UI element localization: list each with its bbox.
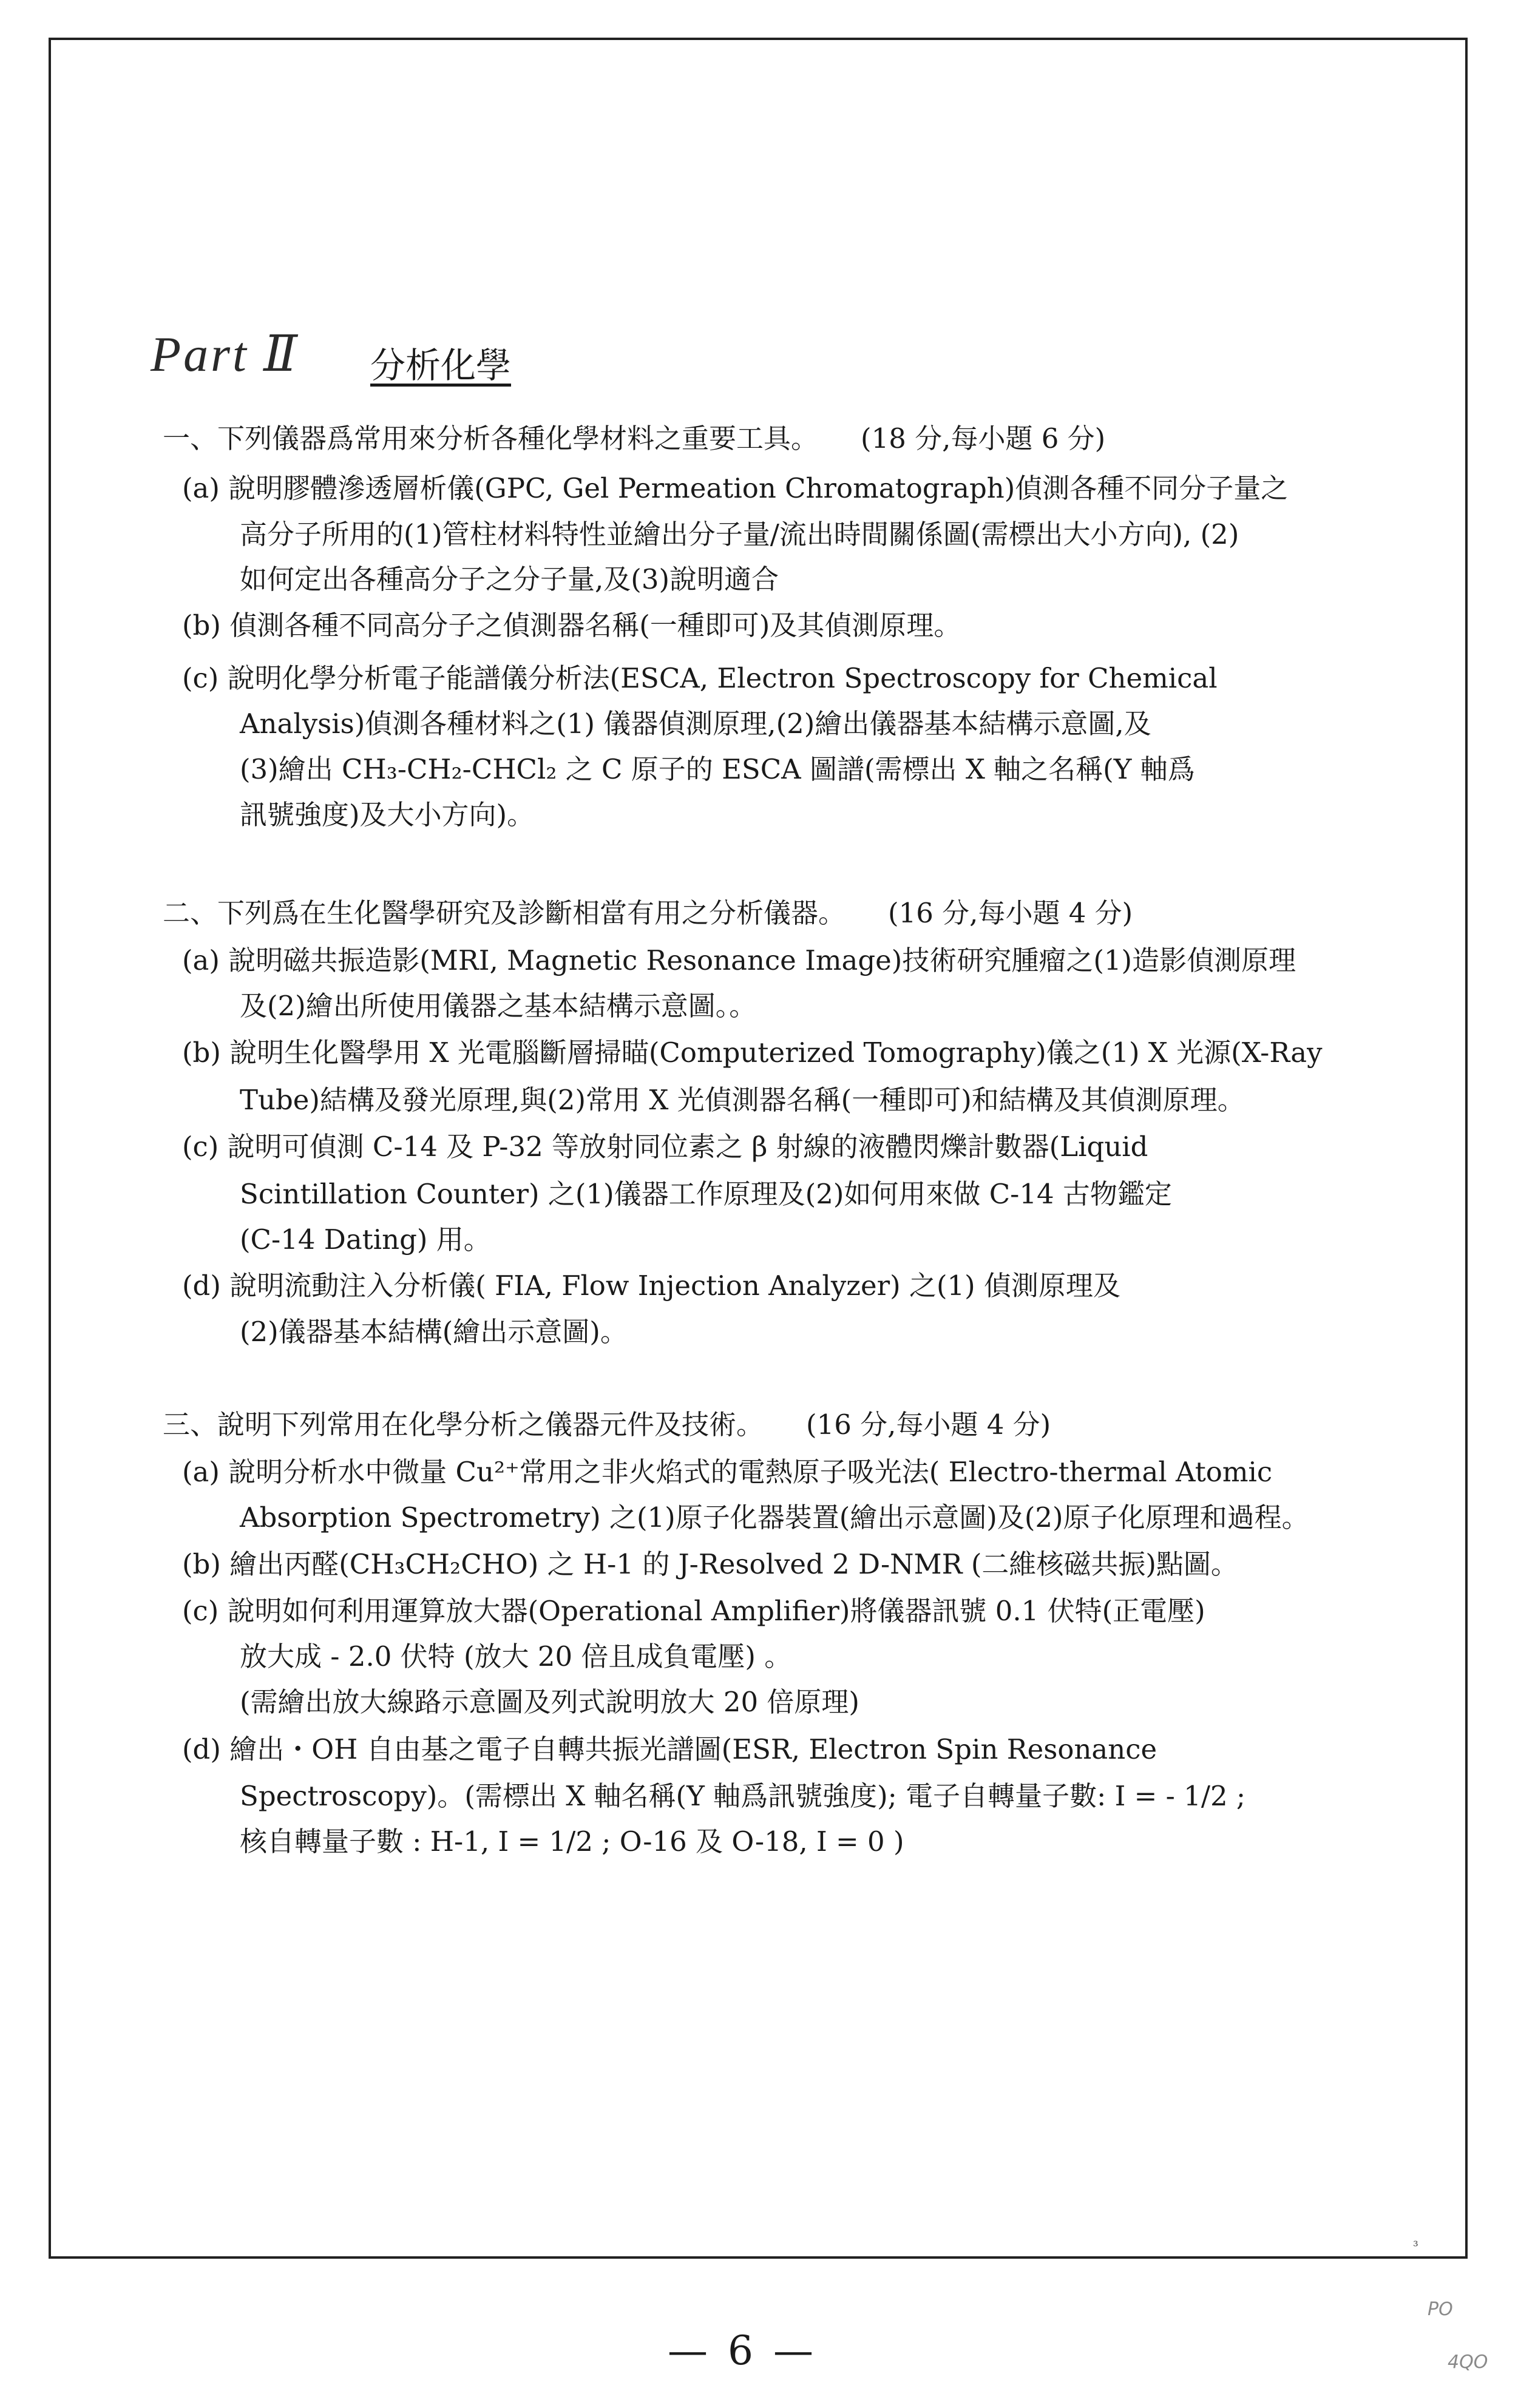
question-3-points: (16 分,每小題 4 分) — [806, 1409, 1051, 1441]
question-2-line: 及(2)繪出所使用儀器之基本結構示意圖。。 — [240, 990, 757, 1022]
question-3-heading — [163, 1409, 1051, 1441]
question-3-line: (需繪出放大線路示意圖及列式說明放大 20 倍原理) — [240, 1686, 859, 1718]
question-3-line: Absorption Spectrometry) 之(1)原子化器裝置(繪出示意圖)及(2)原子化原理和過程。 — [240, 1501, 1309, 1534]
question-2-line: (b) 說明生化醫學用 X 光電腦斷層掃瞄(Computerized Tomography)儀之(1) X 光源(X-Ray — [182, 1037, 1323, 1069]
question-1-line: (b) 偵測各種不同高分子之偵測器名稱(一種即可)及其偵測原理。 — [182, 609, 961, 641]
question-1-line: 高分子所用的(1)管柱材料特性並繪出分子量/流出時間關係圖(需標出大小方向), (2) — [240, 518, 1239, 550]
question-1-line: (c) 說明化學分析電子能譜儀分析法(ESCA, Electron Spectroscopy for Chemical — [182, 662, 1218, 694]
handwritten-corner-note: PO — [1428, 2299, 1453, 2320]
subject-title: 分析化學 — [370, 345, 512, 386]
question-3-line: (d) 繪出・OH 自由基之電子自轉共振光譜圖(ESR, Electron Spin Resonance — [182, 1733, 1157, 1765]
question-1-line: 訊號強度)及大小方向)。 — [240, 799, 535, 831]
question-2-points: (16 分,每小題 4 分) — [888, 897, 1133, 929]
question-3-line: (b) 繪出丙醛(CH₃CH₂CHO) 之 H-1 的 J-Resolved 2 D-NMR (二維核磁共振)點圖。 — [182, 1548, 1238, 1580]
question-3-line: (c) 說明如何利用運算放大器(Operational Amplifier)將儀器訊號 0.1 伏特(正電壓) — [182, 1595, 1205, 1627]
question-3-text: 三、說明下列常用在化學分析之儀器元件及技術。 — [163, 1409, 764, 1441]
question-1-line: 如何定出各種高分子之分子量,及(3)說明適合 — [240, 563, 779, 595]
question-1-line: (a) 說明膠體滲透層析儀(GPC, Gel Permeation Chromatograph)偵測各種不同分子量之 — [182, 472, 1289, 504]
question-2-line: (d) 說明流動注入分析儀( FIA, Flow Injection Analyzer) 之(1) 偵測原理及 — [182, 1270, 1120, 1302]
question-1-heading — [163, 422, 1106, 455]
question-1-text: 一、下列儀器爲常用來分析各種化學材料之重要工具。 — [163, 422, 819, 455]
question-3-line: (a) 說明分析水中微量 Cu²⁺常用之非火焰式的電熱原子吸光法( Electro-thermal Atomic — [182, 1456, 1273, 1488]
question-2-line: Scintillation Counter) 之(1)儀器工作原理及(2)如何用來做 C-14 古物鑑定 — [240, 1178, 1172, 1210]
question-1-line: Analysis)偵測各種材料之(1) 儀器偵測原理,(2)繪出儀器基本結構示意圖,及 — [240, 708, 1151, 740]
question-1-line: (3)繪出 CH₃-CH₂-CHCl₂ 之 C 原子的 ESCA 圖譜(需標出 X 軸之名稱(Y 軸爲 — [240, 753, 1195, 785]
question-2-text: 二、下列爲在生化醫學研究及診斷相當有用之分析儀器。 — [163, 897, 846, 929]
question-3-line: 放大成 - 2.0 伏特 (放大 20 倍且成負電壓) 。 — [240, 1640, 792, 1672]
part-title: Part Ⅱ — [151, 326, 300, 382]
margin-tick-mark: ³ — [1413, 2239, 1418, 2254]
question-2-line: (a) 說明磁共振造影(MRI, Magnetic Resonance Image)技術研究腫瘤之(1)造影偵測原理 — [182, 944, 1296, 976]
handwritten-corner-note: 4QO — [1448, 2352, 1488, 2373]
question-2-line: Tube)結構及發光原理,與(2)常用 X 光偵測器名稱(一種即可)和結構及其偵測原理。 — [240, 1084, 1245, 1116]
question-2-heading — [163, 899, 1133, 927]
question-1-points: (18 分,每小題 6 分) — [861, 422, 1106, 455]
question-2-line: (2)儀器基本結構(繪出示意圖)。 — [240, 1316, 628, 1348]
question-2-line: (c) 說明可偵測 C-14 及 P-32 等放射同位素之 β 射線的液體閃爍計數器(Liquid — [182, 1131, 1148, 1163]
question-2-line: (C-14 Dating) 用。 — [240, 1223, 491, 1256]
question-3-line: Spectroscopy)。(需標出 X 軸名稱(Y 軸爲訊號強度); 電子自轉量子數: I = - 1/2 ; — [240, 1780, 1246, 1812]
page-number: — 6 — — [668, 2327, 817, 2374]
question-3-line: 核自轉量子數 : H-1, I = 1/2 ; O-16 及 O-18, I = 0 ) — [240, 1825, 904, 1858]
